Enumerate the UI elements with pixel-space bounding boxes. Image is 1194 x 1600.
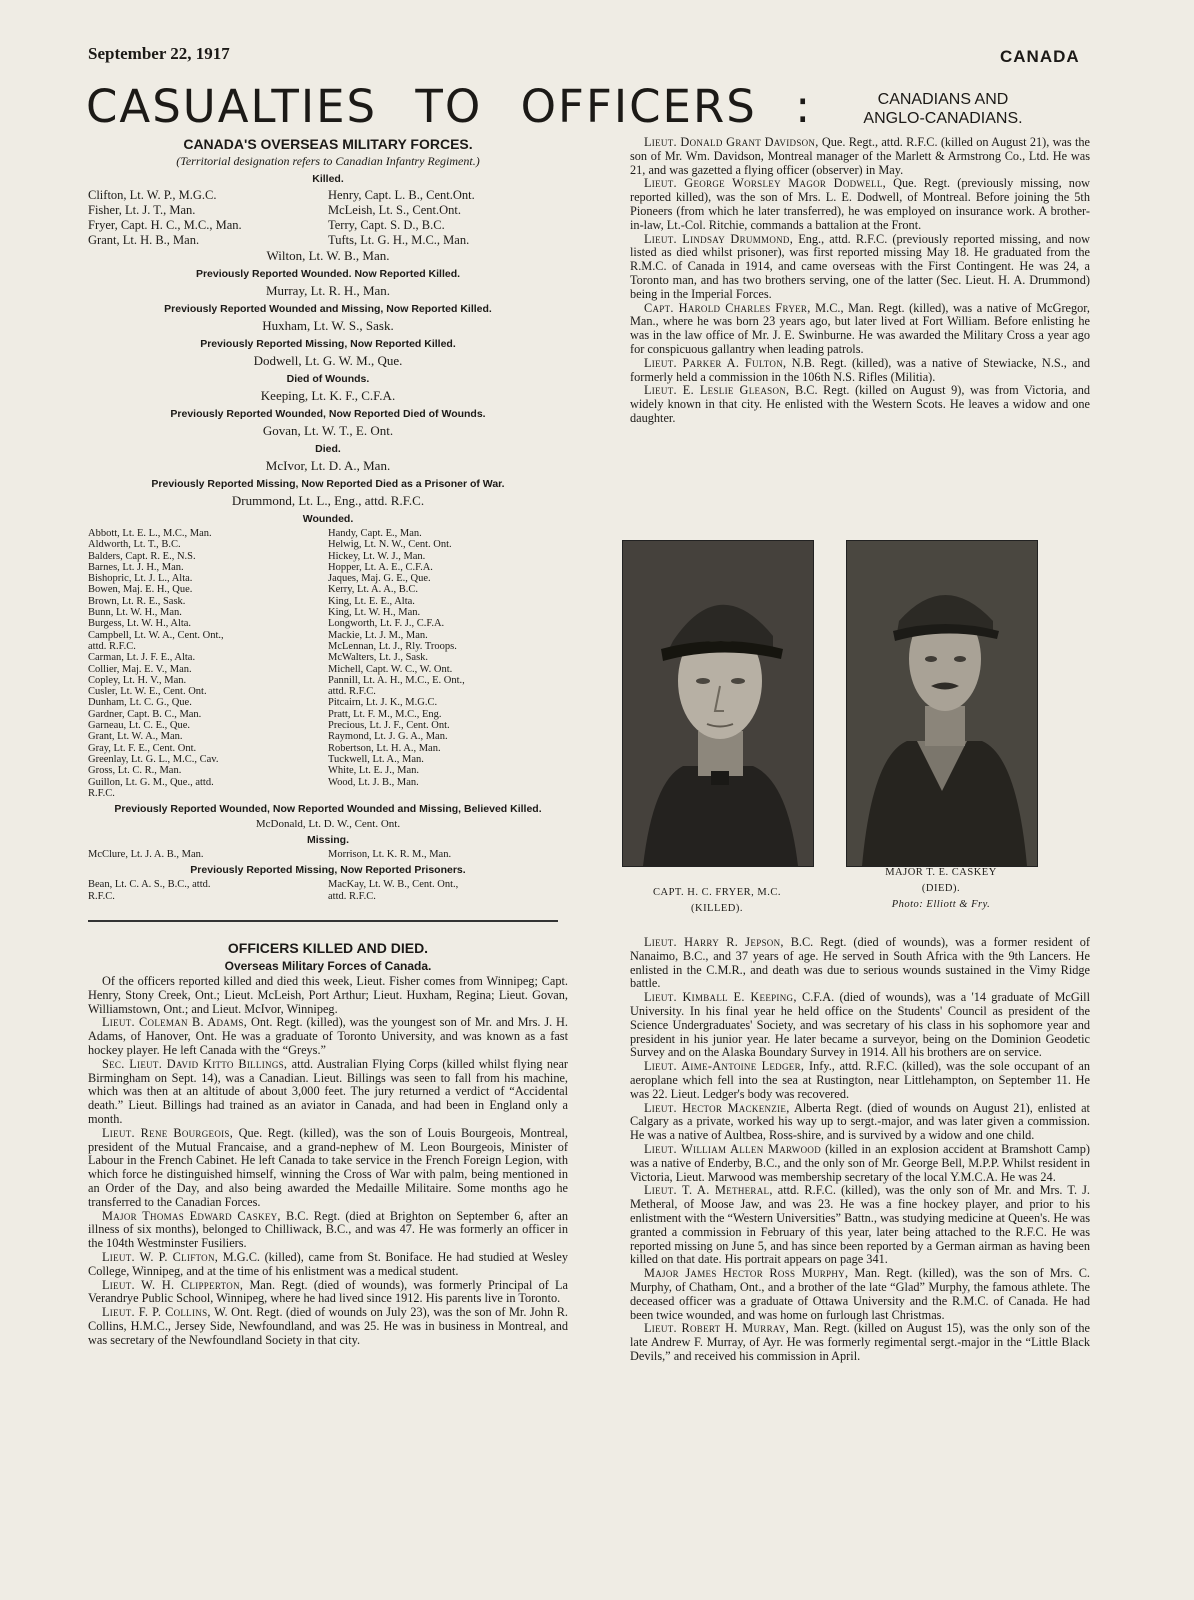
killed-entry: McLeish, Lt. S., Cent.Ont. <box>328 203 461 217</box>
wounded-entry: Tuckwell, Lt. A., Man. <box>328 753 424 765</box>
officer-bio <box>630 384 1090 425</box>
wounded-entry: Bunn, Lt. W. H., Man. <box>88 607 182 619</box>
officer-bio-text: B.C. Regt. (died of wounds), was a former resident of Nanaimo, B.C., and 37 years of age. He served in South Africa with the 9th Lancers. He enlisted in the C.M.R., and death was due to serious wounds sustained in the Vimy Ridge battle. <box>630 935 1090 991</box>
officer-name: Lieut. Rene Bourgeois, <box>102 1125 234 1140</box>
wounded-entry: Kerry, Lt. A. A., B.C. <box>328 584 419 596</box>
wounded-entry: King, Lt. E. E., Alta. <box>328 595 415 607</box>
wounded-entry: Gross, Lt. C. R., Man. <box>88 765 182 777</box>
wounded-entry: Burgess, Lt. W. H., Alta. <box>88 618 192 630</box>
wounded-entry: Copley, Lt. H. V., Man. <box>88 674 187 686</box>
pwm-killed-heading: Previously Reported Wounded and Missing, Now Reported Killed. <box>164 303 492 315</box>
died-name: McIvor, Lt. D. A., Man. <box>265 458 391 473</box>
officer-name: Lieut. George Worsley Magor Dodwell, <box>644 176 886 191</box>
wounded-entry: attd. R.F.C. <box>328 686 376 698</box>
officer-bio-text: N.B. Regt. (killed), was a native of Stewiacke, N.S., and formerly held a commission in the 106th N.S. Rifles (Militia). <box>630 355 1090 384</box>
fryer-caption-name: CAPT. H. C. FRYER, M.C. <box>653 887 781 898</box>
officer-name: Major Thomas Edward Caskey, <box>102 1208 281 1223</box>
portrait-photos <box>622 540 1092 920</box>
wounded-entry: Handy, Capt. E., Man. <box>328 528 422 539</box>
article-title: OFFICERS KILLED AND DIED. <box>227 940 429 957</box>
officer-name: Lieut. W. P. Clifton, <box>102 1249 219 1264</box>
officer-bio <box>88 1306 568 1347</box>
officer-bio <box>630 1184 1090 1267</box>
pm-prisoners-heading: Previously Reported Missing, Now Reported Prisoners. <box>190 864 466 877</box>
officer-name: Lieut. E. Leslie Gleason, <box>644 383 790 398</box>
fryer-portrait-image <box>623 541 813 866</box>
officer-bio-text: (killed in an explosion accident at Bramshott Camp) was a native of Enderby, B.C., and the only son of Mr. George Bell, M.P.P. Whilst resident in Victoria, Lieut. Marwood was membership secretary of the local Y.M.C.A. He was 24. <box>630 1141 1090 1184</box>
fryer-caption-status: (KILLED). <box>690 903 744 914</box>
forces-note: (Territorial designation refers to Canadian Infantry Regiment.) <box>176 154 480 168</box>
wounded-entry: Dunham, Lt. C. G., Que. <box>88 697 192 709</box>
officer-bio-text: Eng., attd. R.F.C. (previously reported missing, and now listed as died whilst prisoner), was first reported missing May 18. He graduated from the R.M.C. of Canada in 1914, and came overseas with the First Contingent. He was 24, a Toronto man, and has two brothers serving, one of the latter (Sec. Lieut. H. A. Drummond) being in the Imperial Forces. <box>630 231 1091 301</box>
officer-bio-text: Infy., attd. R.F.C. (killed), was the sole occupant of an aeroplane which fell into the sea at Rustington, near Littlehampton, on September 11. He was 22. Lieut. Ledger's body was recovered. <box>630 1059 1091 1101</box>
wounded-entry <box>328 788 568 799</box>
officer-name: Lieut. W. H. Clipperton, <box>102 1277 244 1292</box>
article-intro: Of the officers reported killed and died this week, Lieut. Fisher comes from Winnipeg; Capt. Henry, Stony Creek, Ont.; Lieut. McLeish, Port Arthur; Lieut. Huxham, Regina; Lieut. Govan, Williamstown, Ont.; and Lieut. McIvor, Winnipeg. <box>88 974 568 1016</box>
officer-name: Capt. Harold Charles Fryer, <box>644 300 811 315</box>
dow-name: Keeping, Lt. K. F., C.F.A. <box>260 388 396 403</box>
wounded-entry: Mackie, Lt. J. M., Man. <box>328 629 428 641</box>
wounded-entry: Longworth, Lt. F. J., C.F.A. <box>328 618 445 630</box>
pm-pow-heading: Previously Reported Missing, Now Reported Died as a Prisoner of War. <box>151 478 505 490</box>
wounded-entry: Pannill, Lt. A. H., M.C., E. Ont., <box>328 674 465 686</box>
officer-name: Lieut. William Allen Marwood <box>644 1141 821 1156</box>
prisoner-entry: R.F.C. <box>88 890 115 902</box>
officer-bio <box>630 177 1090 232</box>
wounded-entry: Grant, Lt. W. A., Man. <box>88 731 183 743</box>
caskey-caption <box>846 865 1036 913</box>
article-subtitle: Overseas Military Forces of Canada. <box>224 959 432 974</box>
missing-list <box>88 849 568 860</box>
killed-entry: Fisher, Lt. J. T., Man. <box>88 203 196 217</box>
officer-name: Lieut. Hector Mackenzie, <box>644 1100 790 1115</box>
missing-entry: McClure, Lt. J. A. B., Man. <box>88 849 204 861</box>
caskey-caption-status: (DIED). <box>921 883 961 894</box>
officer-bio-text: Man. Regt. (died of wounds), was formerly Principal of La Verandrye Public School, Winnipeg, where he had lived since 1912. His parents live in Toronto. <box>88 1277 568 1306</box>
pw-dow-name: Govan, Lt. W. T., E. Ont. <box>262 423 394 438</box>
officer-name: Lieut. Donald Grant Davidson, <box>644 135 819 149</box>
wounded-entry: Raymond, Lt. J. G. A., Man. <box>328 731 448 743</box>
pwm-bk-name: McDonald, Lt. D. W., Cent. Ont. <box>255 818 401 831</box>
officer-name: Lieut. Aime-Antoine Ledger, <box>644 1059 805 1074</box>
officer-bio <box>630 1143 1090 1184</box>
pm-pow-name: Drummond, Lt. L., Eng., attd. R.F.C. <box>231 493 425 508</box>
wounded-entry: Michell, Capt. W. C., W. Ont. <box>328 663 453 675</box>
killed-list <box>88 188 568 248</box>
right-column-bottom <box>630 936 1090 1364</box>
section-label: CANADA <box>1000 47 1080 66</box>
right-column-top <box>630 136 1090 426</box>
wounded-entry: Abbott, Lt. E. L., M.C., Man. <box>88 528 212 539</box>
wounded-entry: Carman, Lt. J. F. E., Alta. <box>88 652 196 664</box>
killed-entry: Grant, Lt. H. B., Man. <box>88 233 200 247</box>
wounded-entry: Robertson, Lt. H. A., Man. <box>328 742 441 754</box>
officer-name: Lieut. T. A. Metheral, <box>644 1183 773 1198</box>
officer-bio-text: Que. Regt. (previously missing, now reported killed), was the son of Mrs. L. E. Dodwell, of Montreal. Before joining the 5th Pioneers (from which he later transferred), he was employed on insurance work. A brother-in-law, Lt.-Col. Ritchie, commands a battalion at the Front. <box>630 176 1090 232</box>
wounded-entry: Collier, Maj. E. V., Man. <box>88 663 192 675</box>
officer-bio-text: M.C., Man. Regt. (killed), was a native of McGregor, Man., where he was born 23 years ago, but later lived at Fort William. Before enlisting he was in the law office of Mr. J. E. Swinburne. He was awarded the Military Cross a year ago for conspicuous gallantry when leading patrols. <box>630 300 1090 356</box>
caskey-photo-credit: Photo: Elliott & Fry. <box>891 899 991 910</box>
wounded-entry: King, Lt. W. H., Man. <box>328 607 421 619</box>
pwm-bk-heading: Previously Reported Wounded, Now Reported Wounded and Missing, Believed Killed. <box>114 803 542 816</box>
wounded-entry: Bowen, Maj. E. H., Que. <box>88 584 193 596</box>
officer-bio <box>88 1251 568 1279</box>
officer-bio <box>630 233 1090 302</box>
pm-killed-name: Dodwell, Lt. G. W. M., Que. <box>253 353 403 368</box>
officer-bio-text: attd. R.F.C. (killed), was the only son of Mr. and Mrs. T. J. Metheral, of Moose Jaw, and was 23. He was a fine hockey player, and prior to his enlistment with the “Western Universities” Battn., was studying medicine at Queen's. He was granted a commission in February of this year, later being attached to the R.F.C. He was reported missing on June 5, and has since been reported by a German airman as having been killed on that date. His portrait appears on page 341. <box>630 1183 1090 1267</box>
wounded-entry: Helwig, Lt. N. W., Cent. Ont. <box>328 539 452 551</box>
wounded-entry: Garneau, Lt. C. E., Que. <box>88 720 191 732</box>
officer-bio <box>630 1322 1090 1363</box>
wounded-entry: Precious, Lt. J. F., Cent. Ont. <box>328 720 450 732</box>
wounded-entry: Pitcairn, Lt. J. K., M.G.C. <box>328 697 438 709</box>
killed-entry: Henry, Capt. L. B., Cent.Ont. <box>328 188 475 202</box>
wounded-entry: R.F.C. <box>88 787 115 799</box>
officer-bio-text: Alberta Regt. (died of wounds on August 21), enlisted at Calgary as a private, worked his way up to sergt.-major, and was later given a commission. He was a native of Aultbea, Ross-shire, and is survived by a widow and one child. <box>630 1100 1090 1143</box>
wounded-entry: McWalters, Lt. J., Sask. <box>328 652 429 664</box>
missing-entry: Morrison, Lt. K. R. M., Man. <box>328 849 452 861</box>
prisoners-list <box>88 879 568 902</box>
officer-bio-text: W. Ont. Regt. (died of wounds on July 23), was the son of Mr. John R. Collins, H.M.C., Jersey Side, Newfoundland, and was 25. He was in business in Montreal, and was secretary of the Newfoundland Society in that city. <box>88 1305 568 1347</box>
wounded-entry: attd. R.F.C. <box>88 640 136 652</box>
page-subhead <box>848 90 1038 128</box>
wounded-entry: Jaques, Maj. G. E., Que. <box>328 573 431 585</box>
right-bios-2 <box>630 936 1090 1364</box>
officer-bio-text: Que. Regt. (killed), was the son of Louis Bourgeois, Montreal, president of the Mutual Francaise, and a grand-nephew of M. Leon Bourgeois, Minister of Labour in the French Cabinet. He left Canada to take service in the French Foreign Legion, with which force he distinguished himself, winning the Cross of War with palm, being mentioned in an Order of the Day, and also being awarded the Medaille Militaire. Some months ago he transferred to the Canadian Forces. <box>88 1125 568 1209</box>
wounded-entry: Cusler, Lt. W. E., Cent. Ont. <box>88 686 207 698</box>
officer-bio-text: Man. Regt. (killed on August 15), was the only son of the late Andrew F. Murray, of Ayr. He was formerly regimental sergt.-major in the “Little Black Devils,” and received his commission in April. <box>630 1321 1091 1363</box>
officer-name: Lieut. Robert H. Murray, <box>644 1321 790 1336</box>
killed-entry: Fryer, Capt. H. C., M.C., Man. <box>88 218 242 232</box>
killed-entry: Terry, Capt. S. D., B.C. <box>328 218 445 232</box>
left-bios <box>88 1016 568 1347</box>
officer-name: Lieut. Parker A. Fulton, <box>644 355 787 370</box>
wounded-entry: Bishopric, Lt. J. L., Alta. <box>88 573 193 585</box>
officer-bio-text: C.F.A. (died of wounds), was a '14 graduate of McGill University. In his final year he held office on the Students' Council as president of the Science Undergraduates' Society, and was secretary of his class in his sophomore year and president in his junior year. He later became a surveyor, being on the Dominion Geodetic Survey and on the Alaska Boundary Survey in 1914. All his brothers are on service. <box>630 990 1091 1060</box>
caskey-portrait-image <box>847 541 1037 866</box>
wounded-entry: Hopper, Lt. A. E., C.F.A. <box>328 561 433 573</box>
wounded-entry: Balders, Capt. R. E., N.S. <box>88 550 196 562</box>
officer-name: Lieut. Kimball E. Keeping, <box>644 990 797 1005</box>
wounded-entry: Brown, Lt. R. E., Sask. <box>88 595 186 607</box>
died-heading: Died. <box>315 443 341 455</box>
killed-last: Wilton, Lt. W. B., Man. <box>266 248 390 263</box>
wounded-entry: McLennan, Lt. J., Rly. Troops. <box>328 640 457 652</box>
officer-name: Lieut. Lindsay Drummond, <box>644 231 794 246</box>
subhead-line-2: ANGLO-CANADIANS. <box>863 110 1023 127</box>
officer-name: Major James Hector Ross Murphy, <box>644 1266 849 1281</box>
officer-bio <box>88 1016 568 1057</box>
pm-killed-heading: Previously Reported Missing, Now Reported Killed. <box>200 338 456 350</box>
right-bios <box>630 136 1090 426</box>
officer-bio-text: B.C. Regt. (killed on August 9), was from Victoria, and widely known in that city. He enlisted with the Western Scots. He leaves a widow and one daughter. <box>630 383 1090 425</box>
wounded-entry: Greenlay, Lt. G. L., M.C., Cav. <box>88 753 219 765</box>
wounded-entry: Hickey, Lt. W. J., Man. <box>328 550 426 562</box>
prisoner-entry: MacKay, Lt. W. B., Cent. Ont., <box>328 879 459 891</box>
subhead-line-1: CANADIANS AND <box>877 91 1009 108</box>
officer-bio <box>630 991 1090 1060</box>
wounded-entry: Barnes, Lt. J. H., Man. <box>88 561 184 573</box>
killed-heading: Killed. <box>312 173 344 185</box>
page-headline: CASUALTIES TO OFFICERS : <box>86 80 813 133</box>
officer-name: Sec. Lieut. David Kitto Billings, <box>102 1056 288 1071</box>
wounded-entry: Guillon, Lt. G. M., Que., attd. <box>88 776 214 788</box>
left-column <box>88 136 568 1348</box>
killed-entry: Tufts, Lt. G. H., M.C., Man. <box>328 233 470 247</box>
dow-heading: Died of Wounds. <box>286 373 370 385</box>
pw-killed-name: Murray, Lt. R. H., Man. <box>265 283 391 298</box>
officer-bio-text: B.C. Regt. (died at Brighton on September 6, after an illness of six months), belonged to Chilliwack, B.C., and was 47. He was formerly an officer in the 104th Westminster Fusiliers. <box>88 1208 568 1251</box>
fryer-caption <box>622 885 812 917</box>
missing-heading: Missing. <box>306 834 349 847</box>
officer-bio-text: Ont. Regt. (killed), was the youngest son of Mr. and Mrs. J. H. Adams, of Hanover, Ont. He was a graduate of Toronto University, and was known as a fast hockey player. He left Canada with the “Greys.” <box>88 1015 568 1057</box>
officer-name: Lieut. Harry R. Jepson, <box>644 935 784 949</box>
prisoner-entry: attd. R.F.C. <box>328 890 376 902</box>
officer-bio <box>630 936 1090 991</box>
issue-date: September 22, 1917 <box>88 44 230 63</box>
wounded-entry: Pratt, Lt. F. M., M.C., Eng. <box>328 708 442 720</box>
officer-name: Lieut. Coleman B. Adams, <box>102 1015 248 1030</box>
officer-bio <box>630 136 1090 177</box>
officer-bio <box>630 1267 1090 1322</box>
prisoner-entry: Bean, Lt. C. A. S., B.C., attd. <box>88 879 211 891</box>
officer-bio <box>88 1279 568 1307</box>
forces-title: CANADA'S OVERSEAS MILITARY FORCES. <box>183 136 473 152</box>
wounded-entry: Gardner, Capt. B. C., Man. <box>88 708 202 720</box>
officer-bio-text: Que. Regt., attd. R.F.C. (killed on August 21), was the son of Mr. Wm. Davidson, Montreal manager of the Marlett & Armstrong Co., Ltd. He was 21, and was gazetted a flying officer (observer) in May. <box>630 135 1090 177</box>
wounded-entry: Campbell, Lt. W. A., Cent. Ont., <box>88 629 224 641</box>
caskey-caption-name: MAJOR T. E. CASKEY <box>885 867 997 878</box>
killed-entry: Clifton, Lt. W. P., M.G.C. <box>88 188 217 202</box>
wounded-entry: Wood, Lt. J. B., Man. <box>328 776 419 788</box>
caskey-portrait <box>846 540 1038 867</box>
officer-bio <box>630 357 1090 385</box>
wounded-entry: Gray, Lt. F. E., Cent. Ont. <box>88 742 197 754</box>
section-divider <box>88 920 558 922</box>
fryer-portrait <box>622 540 814 867</box>
officer-bio-text: attd. Australian Flying Corps (killed whilst flying near Birmingham on Sept. 14), was a Canadian. Lieut. Billings was seen to fall from his machine, which was then at an altitude of about 3,000 feet. The jury returned a verdict of “Accidental death.” Lieut. Billings had trained as an aviator in Canada, and had been in England only a month. <box>88 1056 568 1126</box>
wounded-entry: Aldworth, Lt. T., B.C. <box>88 539 181 551</box>
officer-bio <box>88 1058 568 1127</box>
pwm-killed-name: Huxham, Lt. W. S., Sask. <box>262 318 394 333</box>
officer-bio <box>630 1102 1090 1143</box>
officer-bio <box>630 302 1090 357</box>
pw-killed-heading: Previously Reported Wounded. Now Reported Killed. <box>195 268 461 280</box>
wounded-list <box>88 528 568 799</box>
officer-bio-text: M.G.C. (killed), came from St. Boniface. He had studied at Wesley College, Winnipeg, and at the time of his enlistment was a medical student. <box>88 1249 568 1278</box>
officer-bio <box>630 1060 1090 1101</box>
wounded-entry: White, Lt. E. J., Man. <box>328 765 419 777</box>
officer-bio <box>88 1210 568 1251</box>
officer-bio-text: Man. Regt. (killed), was the son of Mrs. C. Murphy, of Chatham, Ont., and a brother of the late “Glad” Murphy, the famous athlete. The deceased officer was a graduate of Ottawa University and the R.M.C. of Canada. He had been twice wounded, and was home on furlough last Christmas. <box>630 1266 1090 1322</box>
pw-dow-heading: Previously Reported Wounded, Now Reported Died of Wounds. <box>170 408 486 420</box>
wounded-heading: Wounded. <box>302 513 354 525</box>
officer-bio <box>88 1127 568 1210</box>
officer-name: Lieut. F. P. Collins, <box>102 1305 211 1320</box>
